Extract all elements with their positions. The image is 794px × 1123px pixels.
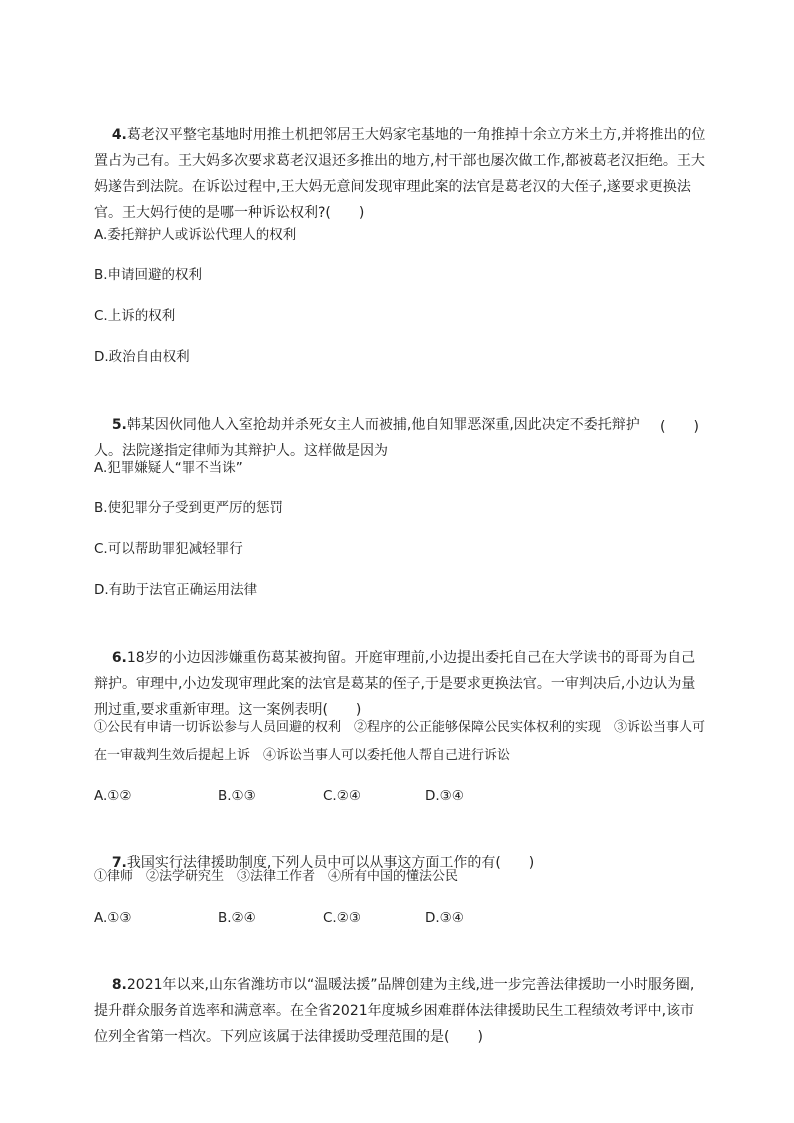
option-b: B.使犯罪分子受到更严厉的惩罚 (94, 500, 284, 516)
option-a: A.委托辩护人或诉讼代理人的权利 (94, 227, 297, 243)
option-d: D.有助于法官正确运用法律 (94, 582, 258, 598)
question-8 (94, 946, 706, 1076)
option-d: D.政治自由权利 (94, 349, 190, 365)
question-text: 葛老汉平整宅基地时用推土机把邻居王大妈家宅基地的一角推掉十余立方米土方,并将推出的位置占为己有。王大妈多次要求葛老汉退还多推出的地方,村干部也屡次做工作,都被葛老汉拒绝。王大妈遂告到法院。在诉讼过程中,王大妈无意间发现审理此案的法官是葛老汉的大侄子,遂要求更换法官。王大妈行使的是哪一种诉讼权利?( ) (94, 127, 706, 221)
question-7 (94, 824, 706, 902)
question-text: 韩某因伙同他人入室抢劫并杀死女主人而被捕,他自知罪恶深重,因此决定不委托辩护人。法院遂指定律师为其辩护人。这样做是因为 (94, 417, 640, 459)
option-c: C.上诉的权利 (94, 308, 176, 324)
option-c: C.可以帮助罪犯减轻罪行 (94, 541, 243, 557)
option-a: A.①② (94, 788, 132, 804)
question-number: 5. (111, 417, 127, 433)
option-d: D.③④ (425, 910, 464, 926)
question-number: 7. (111, 855, 127, 871)
option-c: C.②③ (323, 910, 361, 926)
option-d: D.③④ (425, 788, 464, 804)
question-number: 8. (111, 977, 127, 993)
question-text: 我国实行法律援助制度,下列人员中可以从事这方面工作的有( ) (126, 855, 535, 871)
option-b: B.申请回避的权利 (94, 267, 203, 283)
option-c: C.②④ (323, 788, 361, 804)
answer-bracket: ( ) (660, 419, 699, 435)
option-a: A.①③ (94, 910, 132, 926)
question-text: 18岁的小边因涉嫌重伤葛某被拘留。开庭审理前,小边提出委托自己在大学读书的哥哥为自己辩护。审理中,小边发现审理此案的法官是葛某的侄子,于是要求更换法官。一审判决后,小边认为量刑过重,要求重新审理。这一案例表明( ) (94, 650, 696, 718)
question-number: 4. (111, 127, 127, 143)
question-text: 2021年以来,山东省潍坊市以“温暖法援”品牌创建为主线,进一步完善法律援助一小时服务圈,提升群众服务首选率和满意率。在全省2021年度城乡困难群体法律援助民生工程绩效考评中,该市位列全省第一档次。下列应该属于法律援助受理范围的是( ) (94, 977, 695, 1045)
options-row (94, 908, 706, 928)
options-row (94, 786, 706, 806)
statements: ①律师 ②法学研究生 ③法律工作者 ④所有中国的懂法公民 (94, 869, 459, 884)
option-b: B.①③ (218, 788, 256, 804)
statements: ①公民有申请一切诉讼参与人员回避的权利 ②程序的公正能够保障公民实体权利的实现 ③诉讼当事人可在一审裁判生效后提起上诉 ④诉讼当事人可以委托他人帮自己进行诉讼 (94, 720, 706, 763)
option-a: A.犯罪嫌疑人“罪不当诛” (94, 460, 243, 476)
question-number: 6. (111, 650, 127, 666)
option-b: B.②④ (218, 910, 256, 926)
